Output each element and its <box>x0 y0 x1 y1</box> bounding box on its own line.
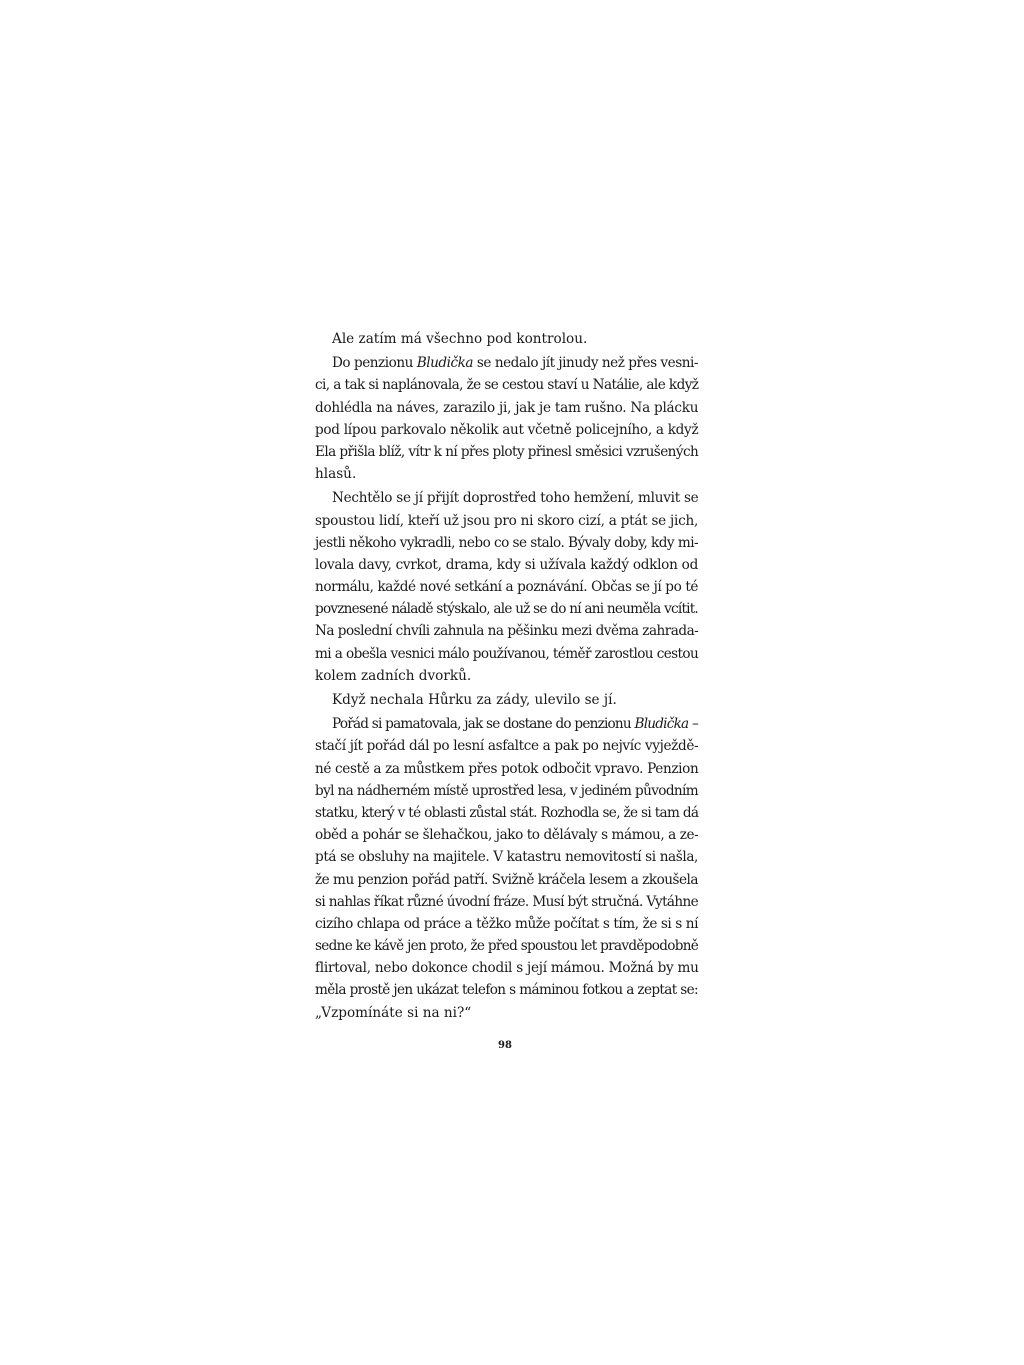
text-line: hlasů. <box>315 466 357 483</box>
text-line: stačí jít pořád dál po lesní asfaltce a pak po nejvíc vyježdě- <box>315 738 699 755</box>
text-line: lovala davy, cvrkot, drama, kdy si užívala každý odklon od <box>315 556 698 573</box>
title-emphasis: Bludička <box>634 716 689 733</box>
text-line: byl na nádherném místě uprostřed lesa, v jediném původním <box>315 782 698 799</box>
text-line: povznesené náladě stýskalo, ale už se do ní ani neuměla vcítit. <box>315 601 698 618</box>
text-line: měla prostě jen ukázat telefon s máminou fotkou a zeptat se: <box>315 982 698 999</box>
text-line: pod lípou parkovalo několik aut včetně policejního, a když <box>315 421 699 438</box>
text-line: né cestě a za můstkem přes potok odbočit vpravo. Penzion <box>315 760 699 777</box>
text-line: Ela přišla blíž, vítr k ní přes ploty přinesl směsici vzrušených <box>315 443 699 460</box>
page-number: 98 <box>498 1040 512 1051</box>
text-line: Ale zatím má všechno pod kontrolou. <box>332 331 588 347</box>
text-line: sedne ke kávě jen proto, že před spoustou let pravděpodobně <box>315 938 699 955</box>
text-line: mi a obešla vesnici málo používanou, téměř zarostlou cestou <box>315 645 699 662</box>
text-line: Nechtělo se jí přijít doprostřed toho hemžení, mluvit se <box>332 490 699 507</box>
text-line: cizího chlapa od práce a těžko může počítat s tím, že si s ní <box>315 915 698 932</box>
text-line: normálu, každé nové setkání a poznávání. Občas se jí po té <box>315 579 698 596</box>
text-line: spoustou lidí, kteří už jsou pro ni skoro cizí, a ptát se jich, <box>315 512 699 529</box>
text-line: statku, který v té oblasti zůstal stát. Rozhodla se, že si tam dá <box>315 804 699 821</box>
text-line: že mu penzion pořád patří. Svižně kráčela lesem a zkoušela <box>315 871 698 888</box>
text-line: flirtoval, nebo dokonce chodil s její mámou. Možná by mu <box>315 960 699 977</box>
title-emphasis: Bludička <box>416 355 474 372</box>
text-line: kolem zadních dvorků. <box>315 667 472 684</box>
text-line: Do penzionu Bludička se nedalo jít jinudy než přes vesni- <box>332 355 698 372</box>
text-line: dohlédla na náves, zarazilo ji, jak je tam rušno. Na plácku <box>315 399 699 416</box>
body-text <box>315 328 698 1024</box>
text-line: Pořád si pamatovala, jak se dostane do penzionu Bludička – <box>332 716 698 733</box>
text-line: „Vzpomínáte si na ni?“ <box>315 1004 472 1021</box>
text-line: si nahlas říkat různé úvodní fráze. Musí být stručná. Vytáhne <box>315 893 699 910</box>
text-line: Když nechala Hůrku za zády, ulevilo se jí. <box>332 692 617 708</box>
text-line: oběd a pohár se šlehačkou, jako to dělávaly s mámou, a ze- <box>315 827 699 844</box>
text-line: ptá se obsluhy na majitele. V katastru nemovitostí si našla, <box>315 849 698 866</box>
text-line: Na poslední chvíli zahnula na pěšinku mezi dvěma zahrada- <box>315 623 699 640</box>
text-line: jestli někoho vykradli, nebo co se stalo. Bývaly doby, kdy mi- <box>315 534 699 551</box>
text-line: ci, a tak si naplánovala, že se cestou staví u Natálie, ale když <box>315 377 699 394</box>
